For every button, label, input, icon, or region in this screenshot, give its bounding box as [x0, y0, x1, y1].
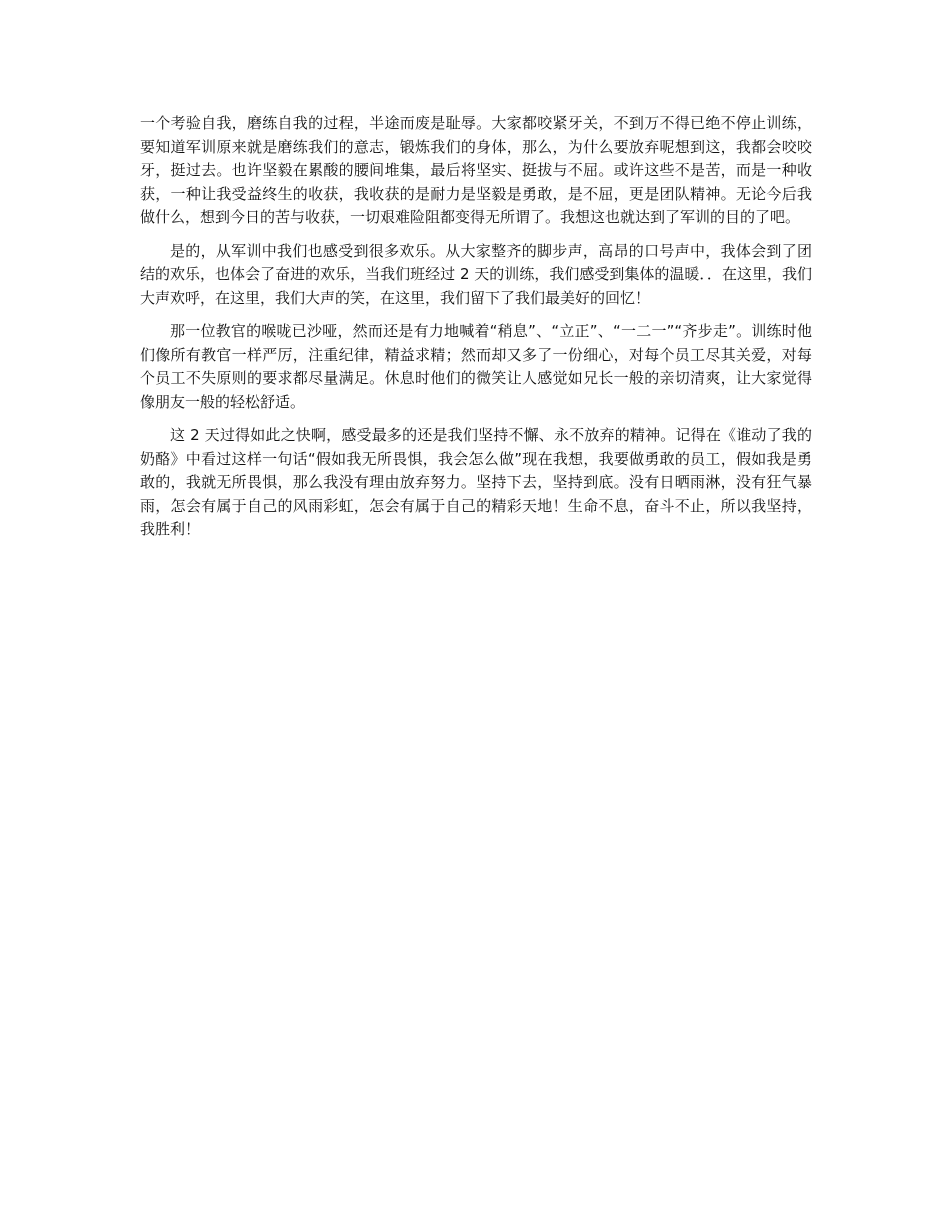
paragraph-2: 是的，从军训中我们也感受到很多欢乐。从大家整齐的脚步声，高昂的口号声中，我体会到了团结的欢乐，也体会了奋进的欢乐，当我们班经过 2 天的训练，我们感受到集体的温暖．．在这里，我们大声欢呼，在这里，我们大声的笑，在这里，我们留下了我们最美好的回忆！: [140, 241, 812, 307]
paragraph-3: 那一位教官的喉咙已沙哑，然而还是有力地喊着“稍息”、“立正”、“一二一”“齐步走”。训练时他们像所有教官一样严厉，注重纪律，精益求精；然而却又多了一份细心，对每个员工尽其关爱，对每个员工不失原则的要求都尽量满足。休息时他们的微笑让人感觉如兄长一般的亲切清爽，让大家觉得像朋友一般的轻松舒适。: [140, 322, 812, 411]
paragraph-1: 一个考验自我，磨练自我的过程，半途而废是耻辱。大家都咬紧牙关，不到万不得已绝不停止训练，要知道军训原来就是磨练我们的意志，锻炼我们的身体，那么，为什么要放弃呢想到这，我都会咬咬牙，挺过去。也许坚毅在累酸的腰间堆集，最后将坚实、挺拔与不屈。或许这些不是苦，而是一种收获，一种让我受益终生的收获，我收获的是耐力是坚毅是勇敢，是不屈，更是团队精神。无论今后我做什么，想到今日的苦与收获，一切艰难险阻都变得无所谓了。我想这也就达到了军训的目的了吧。: [140, 114, 812, 226]
document-body: [140, 112, 812, 552]
paragraph-4: 这 2 天过得如此之快啊，感受最多的还是我们坚持不懈、永不放弃的精神。记得在《谁动了我的奶酪》中看过这样一句话“假如我无所畏惧，我会怎么做”现在我想，我要做勇敢的员工，假如我是勇敢的，我就无所畏惧，那么我没有理由放弃努力。坚持下去，坚持到底。没有日晒雨淋，没有狂气暴雨，怎会有属于自己的风雨彩虹，怎会有属于自己的精彩天地！生命不息，奋斗不止，所以我坚持，我胜利！: [140, 426, 812, 538]
